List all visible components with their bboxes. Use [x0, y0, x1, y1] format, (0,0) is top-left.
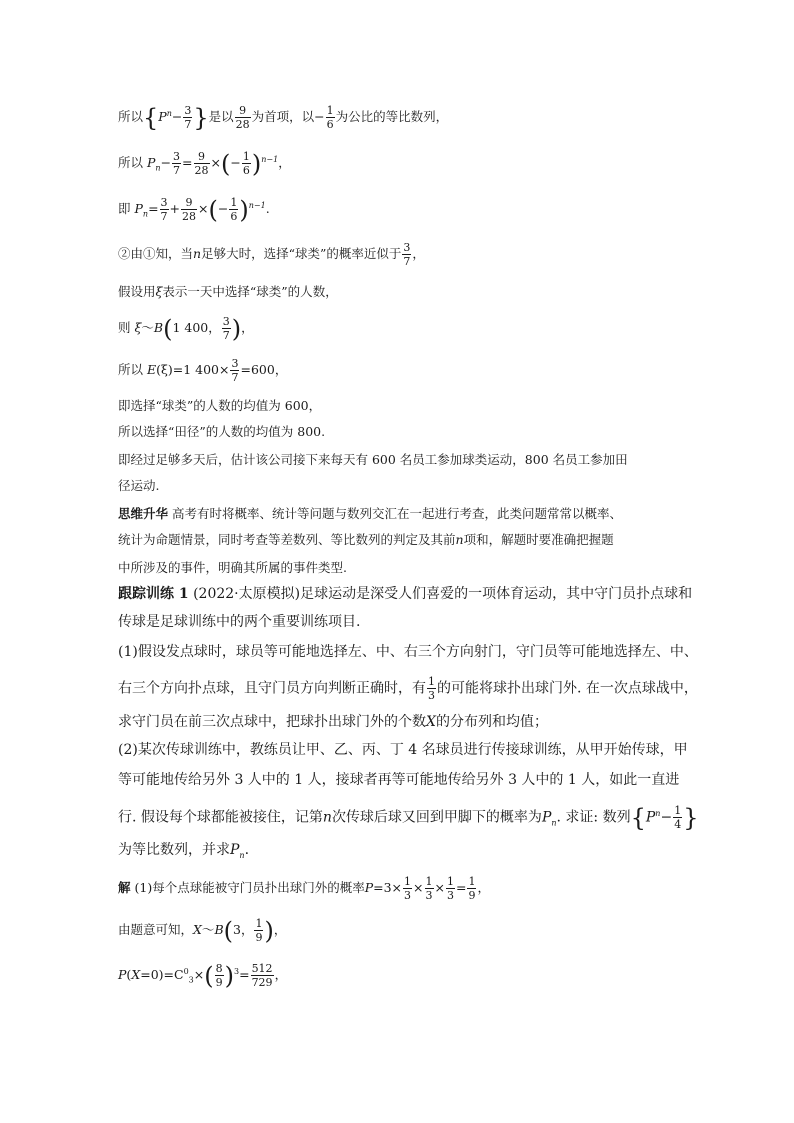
fraction: $\frac{3}{7}$ — [173, 150, 181, 178]
fraction: $\frac{1}{3}$ — [428, 675, 435, 702]
text-line: 由题意可知，X～B(3， $\frac{1}{9}$ )， — [118, 916, 287, 945]
text-line: 径运动. — [118, 478, 160, 493]
text-line: $P(X=0)=C^0_3\times$( $\frac{8}{9}$ )$^3$= $\frac{512}{729}$ ， — [118, 961, 288, 990]
text-line: 即 $P_n=$ $\frac{3}{7}$ + $\frac{9}{28}$ ×(− $\frac{1}{6}$ )$^{n-1}$. — [118, 195, 270, 224]
text-line: 所以选择“田径”的人数的均值为 800. — [118, 424, 326, 439]
text-line: 统计为命题情景，同时考查等差数列、等比数列的判定及其前n项和，解题时要准确把握题 — [118, 532, 614, 547]
fraction: $\frac{1}{3}$ — [447, 875, 454, 902]
text-line: (1)假设发点球时，球员等可能地选择左、中、右三个方向射门，守门员等可能地选择左、中、 — [118, 644, 698, 660]
text-line: 即选择“球类”的人数的均值为 600， — [118, 398, 322, 413]
text-line: (2)某次传球训练中，教练员让甲、乙、丙、丁 4 名球员进行传接球训练，从甲开始传球，甲 — [118, 742, 688, 758]
text-line: 中所涉及的事件，明确其所属的事件类型. — [118, 560, 347, 575]
text-line: 跟踪训练 1 (2022·太原模拟)足球运动是深受人们喜爱的一项体育运动，其中守门员扑点球和 — [118, 586, 693, 602]
fraction: $\frac{1}{6}$ — [242, 150, 250, 178]
text-line: 求守门员在前三次点球中，把球扑出球门外的个数X的分布列和均值； — [118, 714, 548, 730]
fraction: $\frac{1}{6}$ — [326, 104, 334, 132]
fraction: $\frac{3}{7}$ — [222, 315, 230, 342]
fraction: $\frac{3}{7}$ — [160, 196, 168, 224]
fraction: $\frac{9}{28}$ — [194, 150, 209, 178]
text-line: 思维升华 高考有时将概率、统计等问题与数列交汇在一起进行考查，此类问题常常以概率、 — [118, 506, 622, 521]
text-line: 假设用ξ表示一天中选择“球类”的人数， — [118, 284, 338, 299]
text-line: 等可能地传给另外 3 人中的 1 人，接球者再等可能地传给另外 3 人中的 1 人，如此一直进 — [118, 772, 680, 788]
text-line: 即经过足够多天后，估计该公司接下来每天有 600 名员工参加球类运动，800 名员工参加田 — [118, 452, 628, 467]
text-line: 行. 假设每个球都能被接住，记第n次传球后球又回到甲脚下的概率为$P_n$. 求证: 数列{$P^n-$ $\frac{1}{4}$ } — [118, 803, 699, 832]
section-label: 跟踪训练 1 — [118, 586, 189, 602]
section-label: 思维升华 — [118, 506, 169, 521]
fraction: $\frac{1}{3}$ — [404, 875, 412, 902]
text-line: 则 ξ～B(1 400， $\frac{3}{7}$ )， — [118, 314, 254, 343]
fraction: $\frac{3}{7}$ — [231, 357, 239, 384]
fraction: $\frac{1}{6}$ — [230, 196, 238, 224]
fraction: $\frac{3}{7}$ — [184, 104, 192, 132]
text-line: 所以 $P_n-$ $\frac{3}{7}$ = $\frac{9}{28}$ ×(− $\frac{1}{6}$ )$^{n-1}$， — [118, 149, 291, 178]
text-line: 解 (1)每个点球能被守门员扑出球门外的概率P=3× $\frac{1}{3}$ × $\frac{1}{3}$ × $\frac{1}{3}$ = $\frac{1}{9}$ ， — [118, 875, 490, 902]
fraction: $\frac{512}{729}$ — [251, 962, 273, 990]
text-line: 传球是足球训练中的两个重要训练项目. — [118, 614, 361, 630]
fraction: $\frac{8}{9}$ — [215, 962, 223, 990]
text-line: 为等比数列，并求$P_n$. — [118, 842, 250, 860]
text-line: 所以{$P^n-$ $\frac{3}{7}$ }是以 $\frac{9}{28}$ 为首项，以− $\frac{1}{6}$ 为公比的等比数列， — [118, 103, 449, 132]
text-line: 所以 E(ξ)=1 400× $\frac{3}{7}$ =600， — [118, 357, 288, 384]
fraction: $\frac{1}{3}$ — [425, 875, 433, 902]
solution-label: 解 — [118, 880, 131, 895]
text-line: 右三个方向扑点球，且守门员方向判断正确时，有 $\frac{1}{3}$ 的可能将球扑出球门外. 在一次点球战中， — [118, 675, 698, 702]
fraction: $\frac{9}{28}$ — [235, 104, 250, 132]
fraction: $\frac{1}{9}$ — [255, 917, 263, 944]
fraction: $\frac{3}{7}$ — [403, 241, 411, 268]
fraction: $\frac{1}{4}$ — [674, 804, 682, 832]
fraction: $\frac{9}{28}$ — [182, 196, 197, 224]
fraction: $\frac{1}{9}$ — [468, 875, 476, 902]
text-line: ②由①知，当n足够大时，选择“球类”的概率近似于 $\frac{3}{7}$ ， — [118, 241, 425, 268]
